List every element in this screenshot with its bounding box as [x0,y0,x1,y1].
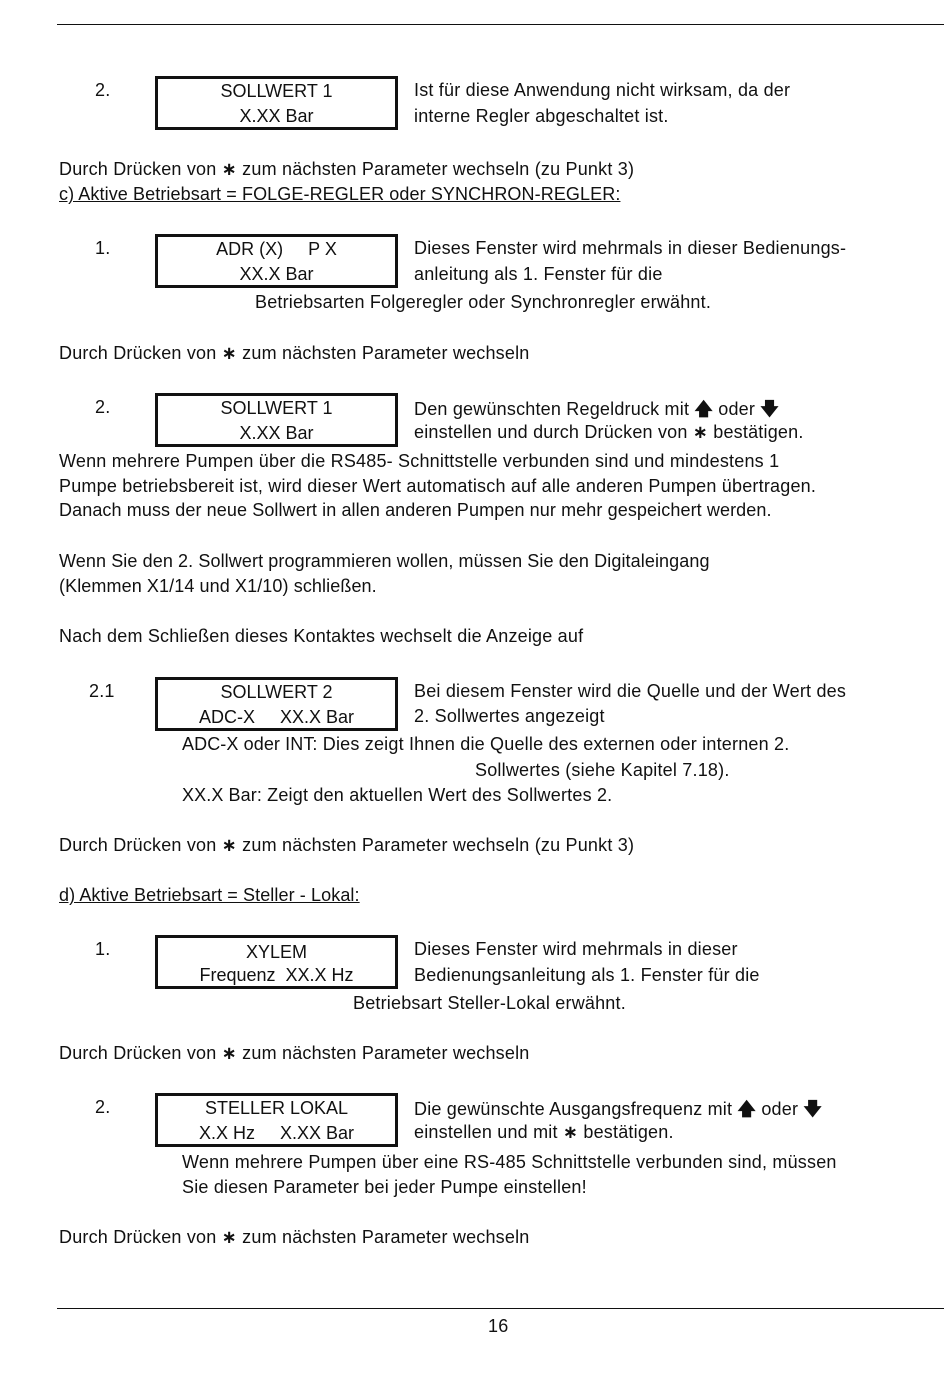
arrow-up-icon: 🡅 [694,399,714,420]
asterisk-icon: ∗ [692,422,709,443]
item-number: 1. [95,238,111,258]
display-window [155,76,398,130]
next-prefix: Durch Drücken von [59,159,217,179]
asterisk-icon: ∗ [221,343,237,364]
description: anleitung als 1. Fenster für die [414,264,663,284]
arrow-up-icon: 🡅 [737,1099,757,1120]
arrow-down-icon: 🡇 [760,399,780,420]
paragraph-line: Wenn Sie den 2. Sollwert programmieren wollen, müssen Sie den Digitaleingang [59,551,710,571]
desc-text: Die gewünschte Ausgangsfrequenz mit [414,1099,733,1119]
desc-text: bestätigen. [583,1122,674,1142]
next-parameter-note [59,1227,530,1248]
paragraph-line: Wenn mehrere Pumpen über die RS485- Schnittstelle verbunden sind und mindestens 1 [59,451,780,471]
paragraph-line: Nach dem Schließen dieses Kontaktes wechselt die Anzeige auf [59,626,584,646]
display-line-1: STELLER LOKAL [204,1098,349,1118]
definition-line [182,734,789,755]
description: Dieses Fenster wird mehrmals in dieser [414,939,738,959]
desc-text: einstellen und mit [414,1122,558,1142]
desc-text: Den gewünschten Regeldruck mit [414,399,690,419]
display-line-1: SOLLWERT 2 [220,682,333,702]
desc-text: bestätigen. [713,422,804,442]
next-prefix: Durch Drücken von [59,1227,217,1247]
item-number: 2.1 [89,681,115,701]
section-heading: d) Aktive Betriebsart = Steller - Lokal: [59,885,360,905]
display-window [155,1093,398,1147]
item-number: 2. [95,80,111,100]
next-suffix: zum nächsten Parameter wechseln [242,1043,530,1063]
next-parameter-note [59,1043,530,1064]
description [414,422,804,443]
asterisk-icon: ∗ [221,1227,237,1248]
display-window [155,677,398,731]
description [414,1122,674,1143]
display-line-2: ADC-X XX.X Bar [198,707,355,727]
display-line-2: X.XX Bar [239,423,314,443]
display-line-2: Frequenz XX.X Hz [199,965,354,985]
next-prefix: Durch Drücken von [59,1043,217,1063]
asterisk-icon: ∗ [221,1043,237,1064]
description: Bei diesem Fenster wird die Quelle und der Wert des [414,681,847,701]
next-parameter-note [59,835,634,856]
next-suffix: zum nächsten Parameter wechseln [242,343,530,363]
definition-term: ADC-X oder INT: [182,734,318,754]
next-suffix: zum nächsten Parameter wechseln (zu Punkt 3) [242,835,635,855]
item-number: 2. [95,1097,111,1117]
display-window [155,393,398,447]
description: interne Regler abgeschaltet ist. [414,106,669,126]
next-prefix: Durch Drücken von [59,835,217,855]
top-rule [57,24,944,25]
note-line: Sie diesen Parameter bei jeder Pumpe einstellen! [182,1177,587,1197]
definition-line [182,785,612,806]
paragraph-line: Danach muss der neue Sollwert in allen anderen Pumpen nur mehr gespeichert werden. [59,500,772,520]
description: Ist für diese Anwendung nicht wirksam, da der [414,80,791,100]
definition-text: Dies zeigt Ihnen die Quelle des externen oder internen 2. [322,734,790,754]
next-parameter-note [59,159,634,180]
definition-text: Zeigt den aktuellen Wert des Sollwertes 2. [267,785,613,805]
desc-text: einstellen und durch Drücken von [414,422,688,442]
next-parameter-note [59,343,530,364]
item-number: 1. [95,939,111,959]
display-line-2: X.X Hz X.XX Bar [198,1123,355,1143]
definition-term: XX.X Bar: [182,785,262,805]
paragraph-line: (Klemmen X1/14 und X1/10) schließen. [59,576,377,596]
display-window [155,935,398,989]
description: 2. Sollwertes angezeigt [414,706,605,726]
description: Dieses Fenster wird mehrmals in dieser Bedienungs- [414,238,847,258]
display-line-1: SOLLWERT 1 [220,398,333,418]
bottom-rule [57,1308,944,1309]
next-suffix: zum nächsten Parameter wechseln [242,1227,530,1247]
display-line-1: ADR (X) P X [216,239,337,259]
description: Betriebsarten Folgeregler oder Synchronregler erwähnt. [255,292,712,312]
asterisk-icon: ∗ [562,1122,579,1143]
desc-text: oder [761,1099,799,1119]
display-line-2: X.XX Bar [239,106,314,126]
display-line-2: XX.X Bar [239,264,314,284]
arrow-down-icon: 🡇 [803,1099,823,1120]
display-line-1: SOLLWERT 1 [220,81,333,101]
display-line-1: XYLEM [245,942,308,962]
next-prefix: Durch Drücken von [59,343,217,363]
section-heading: c) Aktive Betriebsart = FOLGE-REGLER oder SYNCHRON-REGLER: [59,184,621,204]
paragraph-line: Pumpe betriebsbereit ist, wird dieser Wert automatisch auf alle anderen Pumpen übertragen. [59,476,817,496]
asterisk-icon: ∗ [221,159,237,180]
display-window [155,234,398,288]
asterisk-icon: ∗ [221,835,237,856]
next-suffix: zum nächsten Parameter wechseln (zu Punkt 3) [242,159,635,179]
definition-line: Sollwertes (siehe Kapitel 7.18). [475,760,730,780]
desc-text: oder [718,399,756,419]
page-number: 16 [488,1316,509,1336]
note-line: Wenn mehrere Pumpen über eine RS-485 Schnittstelle verbunden sind, müssen [182,1152,837,1172]
item-number: 2. [95,397,111,417]
description: Betriebsart Steller-Lokal erwähnt. [353,993,626,1013]
description: Bedienungsanleitung als 1. Fenster für die [414,965,760,985]
